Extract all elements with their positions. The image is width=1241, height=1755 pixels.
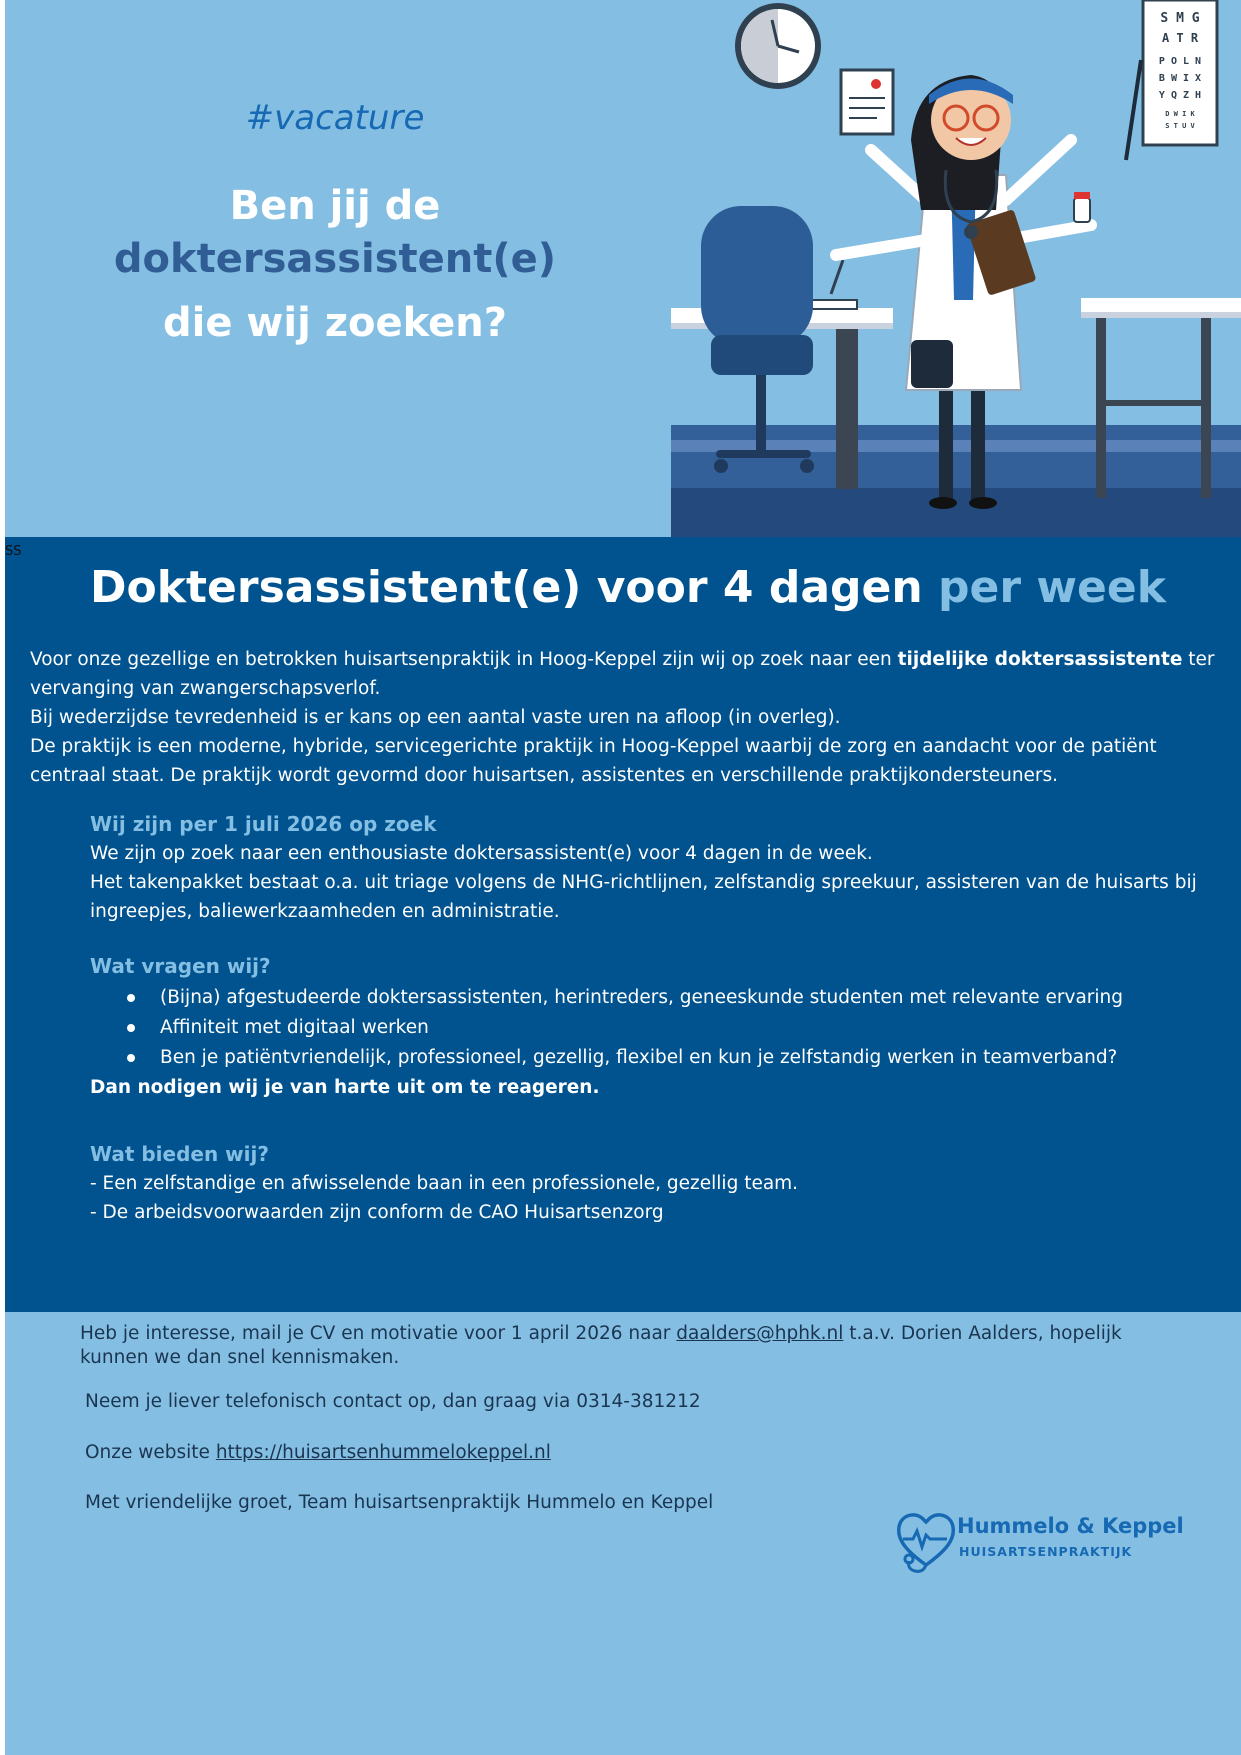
- offer-item: - De arbeidsvoorwaarden zijn conform de CAO Huisartsenzorg: [90, 1202, 664, 1223]
- contact-phone-text: Neem je liever telefonisch contact op, dan graag via 0314-381212: [85, 1391, 701, 1412]
- job-title-main: Doktersassistent(e) voor 4 dagen: [90, 562, 923, 613]
- intro-text: [30, 645, 1220, 790]
- marker-text: SS: [5, 544, 22, 559]
- job-title-accent: per week: [938, 562, 1166, 613]
- logo-subtitle: HUISARTSENPRAKTIJK: [959, 1544, 1133, 1559]
- intro-line1-post: ter vervanging van zwangerschapsverlof.: [30, 649, 1215, 699]
- headline-line-2: doktersassistent(e): [113, 236, 557, 282]
- section-heading: Wat bieden wij?: [90, 1142, 269, 1166]
- invitation-text: Dan nodigen wij je van harte uit om te reageren.: [90, 1077, 600, 1098]
- vacancy-details-band: [5, 537, 1241, 1312]
- eye-chart-row: S T U V: [1165, 122, 1195, 130]
- website-label: Onze website: [85, 1442, 210, 1463]
- eye-chart-row: D W I K: [1165, 110, 1195, 118]
- contact-line1-pre: Heb je interesse, mail je CV en motivatie voor 1 april 2026 naar: [80, 1323, 671, 1344]
- offer-item: - Een zelfstandige en afwisselende baan in een professionele, gezellig team.: [90, 1173, 799, 1194]
- list-item: Affiniteit met digitaal werken: [160, 1013, 1200, 1043]
- intro-line3: De praktijk is een moderne, hybride, servicegerichte praktijk in Hoog-Keppel waarbij de zorg en aandacht voor de patiënt centraal staat. De praktijk wordt gevormd door huisartsen, assistentes en verschillende praktijkondersteuners.: [30, 736, 1157, 786]
- eye-chart-row: B W I X: [1158, 73, 1202, 84]
- email-link[interactable]: daalders@hphk.nl: [676, 1323, 844, 1344]
- contact-line1-post: t.a.v. Dorien Aalders, hopelijk kunnen we dan snel kennismaken.: [80, 1323, 1122, 1368]
- eye-chart-row: A T R: [1161, 31, 1199, 45]
- section-requirements: [90, 952, 1200, 1102]
- list-item: (Bijna) afgestudeerde doktersassistenten, herintreders, geneeskunde studenten met relevante ervaring: [160, 983, 1200, 1013]
- eye-chart-row: S M G: [1160, 11, 1200, 26]
- contact-email-text: [80, 1322, 1160, 1370]
- headline-line-3: die wij zoeken?: [163, 300, 507, 346]
- practice-logo: [895, 1505, 1184, 1577]
- eye-chart: [1143, 0, 1217, 145]
- job-title: [90, 562, 1166, 613]
- heart-stethoscope-icon: [895, 1505, 957, 1577]
- section-paragraph: Het takenpakket bestaat o.a. uit triage volgens de NHG-richtlijnen, zelfstandig spreekuur, assisteren van de huisarts bij ingreepjes, baliewerkzaamheden en administratie.: [90, 872, 1197, 922]
- section-heading: Wat vragen wij?: [90, 954, 271, 978]
- vacancy-page: [5, 0, 1241, 1755]
- doctor-assistant-illustration: [671, 0, 1241, 537]
- section-offer: [90, 1140, 1200, 1227]
- requirements-list: [90, 983, 1200, 1073]
- section-paragraph: We zijn op zoek naar een enthousiaste doktersassistent(e) voor 4 dagen in de week.: [90, 843, 873, 864]
- eye-chart-row: P O L N: [1158, 56, 1202, 67]
- headline-line-1: Ben jij de: [229, 183, 441, 229]
- intro-line1-pre: Voor onze gezellige en betrokken huisartsenpraktijk in Hoog-Keppel zijn wij op zoek naar een: [30, 649, 892, 670]
- list-item: Ben je patiëntvriendelijk, professioneel, gezellig, flexibel en kun je zelfstandig werken in teamverband?: [160, 1043, 1200, 1073]
- website-link[interactable]: https://huisartsenhummelokeppel.nl: [215, 1442, 551, 1463]
- website-text: [85, 1441, 551, 1465]
- intro-line1-bold: tijdelijke doktersassistente: [897, 649, 1183, 670]
- clock-icon: [735, 3, 821, 89]
- section-heading: Wij zijn per 1 juli 2026 op zoek: [90, 812, 437, 836]
- eye-chart-row: Y Q Z H: [1158, 90, 1202, 101]
- logo-name: Hummelo & Keppel: [957, 1514, 1184, 1538]
- section-start-date: [90, 810, 1200, 926]
- hashtag: #vacature: [245, 98, 425, 138]
- intro-line2: Bij wederzijdse tevredenheid is er kans op een aantal vaste uren na afloop (in overleg).: [30, 707, 841, 728]
- greeting-text: Met vriendelijke groet, Team huisartsenpraktijk Hummelo en Keppel: [85, 1492, 714, 1513]
